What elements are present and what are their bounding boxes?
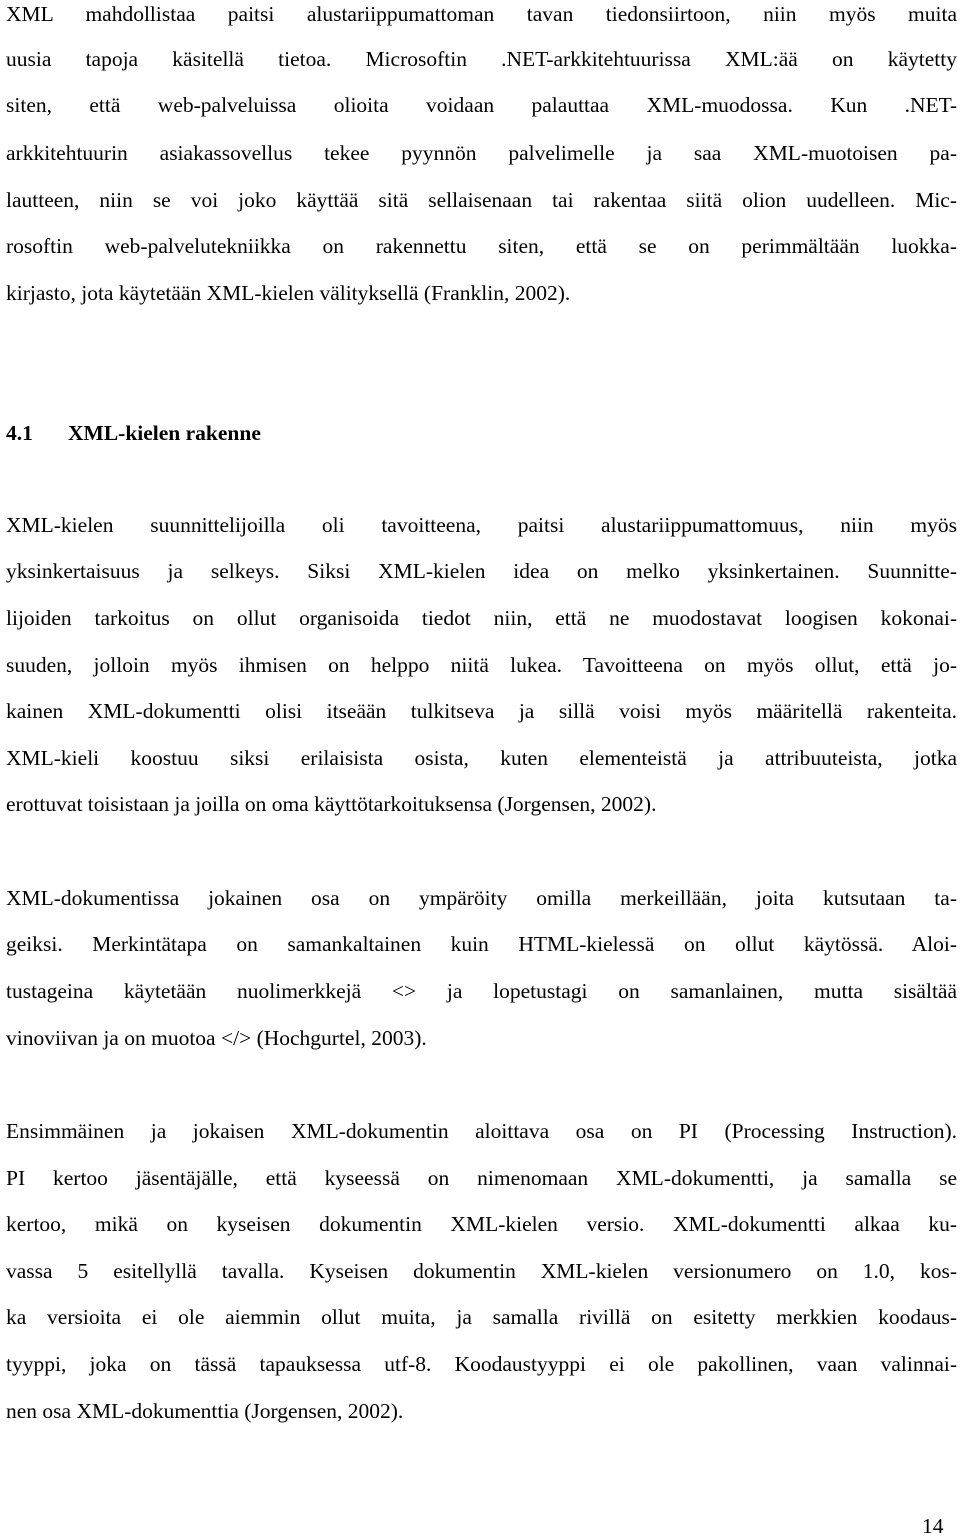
text-line: tustageina käytetään nuolimerkkejä <> ja lopetustagi on samanlainen, mutta sisältää bbox=[6, 979, 957, 1003]
section-number: 4.1 bbox=[6, 421, 33, 445]
text-line: lijoiden tarkoitus on ollut organisoida tiedot niin, että ne muodostavat loogisen kokonai- bbox=[6, 606, 957, 630]
text-line: erottuvat toisistaan ja joilla on oma käyttötarkoituksensa (Jorgensen, 2002). bbox=[6, 792, 657, 816]
text-line: siten, että web-palveluissa olioita voidaan palauttaa XML-muodossa. Kun .NET- bbox=[6, 93, 957, 117]
text-line: tyyppi, joka on tässä tapauksessa utf-8. Koodaustyyppi ei ole pakollinen, vaan valinnai- bbox=[6, 1352, 957, 1376]
text-line: kainen XML-dokumentti olisi itseään tulkitseva ja sillä voisi myös määritellä rakenteita. bbox=[6, 699, 957, 723]
text-line: XML-kieli koostuu siksi erilaisista osista, kuten elementeistä ja attribuuteista, jotka bbox=[6, 746, 957, 770]
section-heading bbox=[6, 420, 261, 446]
text-line: vinoviivan ja on muotoa </> (Hochgurtel, 2003). bbox=[6, 1026, 427, 1050]
text-line: uusia tapoja käsitellä tietoa. Microsoftin .NET-arkkitehtuurissa XML:ää on käytetty bbox=[6, 47, 957, 71]
page-number: 14 bbox=[922, 1514, 944, 1538]
text-line: kirjasto, jota käytetään XML-kielen välityksellä (Franklin, 2002). bbox=[6, 281, 571, 305]
text-line: vassa 5 esitellyllä tavalla. Kyseisen dokumentin XML-kielen versionumero on 1.0, kos- bbox=[6, 1259, 957, 1283]
text-line: XML-kielen suunnittelijoilla oli tavoitteena, paitsi alustariippumattomuus, niin myös bbox=[6, 513, 957, 537]
text-line: geiksi. Merkintätapa on samankaltainen kuin HTML-kielessä on ollut käytössä. Aloi- bbox=[6, 932, 957, 956]
text-line: XML-dokumentissa jokainen osa on ympäröity omilla merkeillään, joita kutsutaan ta- bbox=[6, 886, 957, 910]
text-line: XML mahdollistaa paitsi alustariippumattoman tavan tiedonsiirtoon, niin myös muita bbox=[6, 2, 957, 26]
text-line: nen osa XML-dokumenttia (Jorgensen, 2002). bbox=[6, 1399, 404, 1423]
text-line: Ensimmäinen ja jokaisen XML-dokumentin aloittava osa on PI (Processing Instruction). bbox=[6, 1119, 957, 1143]
text-line: arkkitehtuurin asiakassovellus tekee pyynnön palvelimelle ja saa XML-muotoisen pa- bbox=[6, 141, 957, 165]
text-line: rosoftin web-palvelutekniikka on rakennettu siten, että se on perimmältään luokka- bbox=[6, 234, 957, 258]
text-line: kertoo, mikä on kyseisen dokumentin XML-kielen versio. XML-dokumentti alkaa ku- bbox=[6, 1212, 957, 1236]
text-line: PI kertoo jäsentäjälle, että kyseessä on nimenomaan XML-dokumentti, ja samalla se bbox=[6, 1166, 957, 1190]
text-line: yksinkertaisuus ja selkeys. Siksi XML-kielen idea on melko yksinkertainen. Suunnitte- bbox=[6, 559, 957, 583]
text-line: ka versioita ei ole aiemmin ollut muita, ja samalla rivillä on esitetty merkkien koodaus- bbox=[6, 1305, 957, 1329]
section-title: XML-kielen rakenne bbox=[68, 421, 261, 445]
text-line: lautteen, niin se voi joko käyttää sitä sellaisenaan tai rakentaa siitä olion uudelleen. Mic- bbox=[6, 188, 957, 212]
text-line: suuden, jolloin myös ihmisen on helppo niitä lukea. Tavoitteena on myös ollut, että jo- bbox=[6, 653, 957, 677]
